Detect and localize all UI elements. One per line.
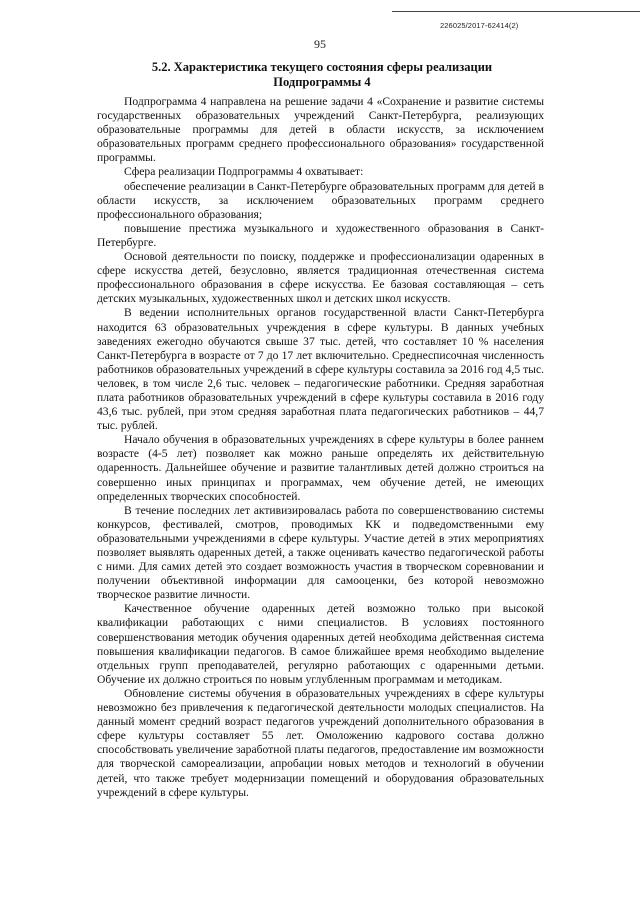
document-body [97,95,544,800]
section-title-line-2: Подпрограммы 4 [273,75,371,89]
section-title-line-1: 5.2. Характеристика текущего состояния сферы реализации [151,60,493,74]
paragraph-2: Сфера реализации Подпрограммы 4 охватывает: [124,165,364,179]
paragraph-1: Подпрограмма 4 направлена на решение задачи 4 «Сохранение и развитие системы государственных образовательных учреждений Санкт-Петербурга, реализующих образовательные программы для детей в области искусств, за исключением образовательных программ среднего профессионального образования» государственной программы. [97,95,544,165]
header-rule [392,11,640,12]
paragraph-6: В ведении исполнительных органов государственной власти Санкт-Петербурга находится 63 образовательных учреждения в сфере культуры. В данных учебных заведениях ежегодно обучаются свыше 37 тыс. детей, что составляет 10 % населения Санкт-Петербурга в возрасте от 7 до 17 лет включительно. Среднесписочная численность работников образовательных учреждений в сфере культуры составила за 2016 год 4,5 тыс. человек, в том числе 2,6 тыс. человек – педагогические работники. Средняя заработная плата работников образовательных учреждений в сфере культуры составила в 2016 году 43,6 тыс. рублей, при этом средняя заработная плата педагогических работников – 44,7 тыс. рублей. [97,306,544,433]
document-id: 226025/2017-62414(2) [440,21,519,30]
section-title [112,60,532,90]
paragraph-5: Основой деятельности по поиску, поддержке и профессионализации одаренных в сфере искусства детей, безусловно, является традиционная отечественная система профессионального образования в сфере искусства. Ее базовая составляющая – сеть детских музыкальных, художественных школ и детских школ искусств. [97,250,544,306]
paragraph-7: Начало обучения в образовательных учреждениях в сфере культуры в более раннем возрасте (4-5 лет) позволяет как можно раньше определять их действительную одаренность. Дальнейшее обучение и развитие талантливых детей должно строиться на совершенно иных принципах и программах, чем обучение детей, не имеющих определенных творческих способностей. [97,433,544,503]
paragraph-10: Обновление системы обучения в образовательных учреждениях в сфере культуры невозможно без привлечения к педагогической деятельности молодых специалистов. На данный момент средний возраст педагогов учреждений дополнительного образования в сфере культуры составляет 55 лет. Омоложению кадрового состава должно способствовать увеличение заработной платы педагогов, предоставление им возможности для творческой самореализации, апробации новых методов и технологий в обучении детей, что также требует модернизации помещений и оборудования образовательных учреждений в сфере культуры. [97,686,544,799]
paragraph-3: обеспечение реализации в Санкт-Петербурге образовательных программ для детей в области искусств, за исключением образовательных программ среднего профессионального образования; [97,179,544,221]
paragraph-4: повышение престижа музыкального и художественного образования в Санкт-Петербурге. [97,221,544,249]
paragraph-8: В течение последних лет активизировалась работа по совершенствованию системы конкурсов, фестивалей, смотров, проводимых КК и подведомственными ему образовательными учреждениями в сфере культуры. Участие детей в этих мероприятиях позволяет выявлять одаренных детей, а также оценивать качество педагогической работы с ними. Для самих детей это создает возможность участия в творческом соревновании и получении объективной информации для самооценки, без которой невозможно творческое развитие личности. [97,503,544,602]
page-number: 95 [314,37,326,51]
paragraph-9: Качественное обучение одаренных детей возможно только при высокой квалификации работающих с ними специалистов. В условиях постоянного совершенствования методик обучения одаренных детей необходима действенная система повышения квалификации педагогов. В самое ближайшее время необходимо выделение отдельных групп преподавателей, регулярно работающих с одаренными детьми. Обучение их должно строиться по новым углубленным программам и методикам. [97,602,544,686]
